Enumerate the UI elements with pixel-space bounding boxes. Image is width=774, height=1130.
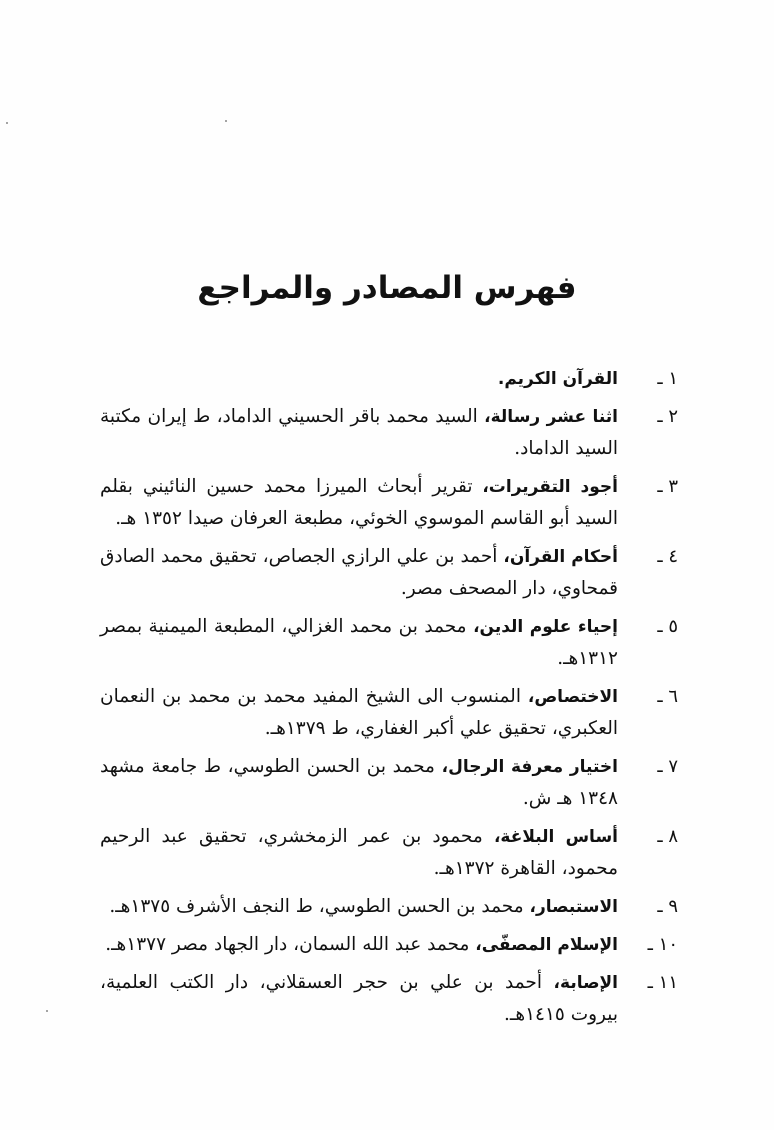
entry-number: ١١ ـ [647,972,678,993]
reference-entry [100,401,680,465]
entry-text [100,471,618,535]
scan-speck [6,122,8,124]
entry-details: محمد عبد الله السمان، دار الجهاد مصر ١٣٧٧هـ. [105,934,476,955]
references-list [100,363,680,1037]
entry-text [100,967,618,1031]
entry-details: محمد بن الحسن الطوسي، ط النجف الأشرف ١٣٧٥هـ. [109,896,530,917]
entry-details: محمود بن عمر الزمخشري، تحقيق عبد الرحيم محمود، القاهرة ١٣٧٢هـ. [100,826,618,879]
entry-details: المنسوب الى الشيخ المفيد محمد بن محمد بن النعمان العكبري، تحقيق علي أكبر الغفاري، ط ١٣٧٩هـ. [100,686,618,739]
entry-details: أحمد بن علي بن حجر العسقلاني، دار الكتب العلمية، بيروت ١٤١٥هـ. [100,972,618,1025]
entry-text [100,891,618,923]
entry-title: اثنا عشر رسالة، [484,407,618,427]
reference-entry [100,891,680,923]
entry-number: ٣ ـ [657,476,678,497]
entry-text [100,929,618,961]
entry-details: السيد محمد باقر الحسيني الداماد، ط إيران مكتبة السيد الداماد. [100,406,618,459]
entry-title: أحكام القرآن، [503,547,618,567]
entry-text [100,821,618,885]
reference-entry [100,541,680,605]
entry-text [100,681,618,745]
reference-entry [100,363,680,395]
reference-entry [100,821,680,885]
entry-text [100,541,618,605]
entry-title: اختيار معرفة الرجال، [441,757,618,777]
entry-text [100,751,618,815]
entry-number: ٩ ـ [657,896,678,917]
entry-text [100,611,618,675]
entry-number: ٥ ـ [657,616,678,637]
entry-number: ١ ـ [657,368,678,389]
entry-title: القرآن الكريم. [497,369,618,389]
entry-title: أساس البلاغة، [493,827,618,847]
page-title: فهرس المصادر والمراجع [197,270,577,306]
scan-speck [46,1010,48,1012]
entry-number: ٤ ـ [657,546,678,567]
entry-title: إحياء علوم الدين، [473,617,618,637]
entry-title: الاستبصار، [529,897,618,917]
entry-details: تقرير أبحاث الميرزا محمد حسين النائيني بقلم السيد أبو القاسم الموسوي الخوئي، مطبعة العرفان صيدا ١٣٥٢ هـ. [100,476,618,529]
entry-title: الاختصاص، [527,687,618,707]
entry-number: ١٠ ـ [647,934,678,955]
entry-title: الإصابة، [553,973,618,993]
entry-details: محمد بن الحسن الطوسي، ط جامعة مشهد ١٣٤٨ هـ ش. [100,756,618,809]
entry-number: ٨ ـ [657,826,678,847]
reference-entry [100,751,680,815]
reference-entry [100,611,680,675]
entry-text [100,401,618,465]
entry-details: محمد بن محمد الغزالي، المطبعة الميمنية بمصر ١٣١٢هـ. [100,616,618,669]
reference-entry [100,681,680,745]
entry-title: الإسلام المصفّى، [475,935,618,955]
entry-title: أجود التقريرات، [482,477,619,497]
entry-number: ٧ ـ [657,756,678,777]
entry-details: أحمد بن علي الرازي الجصاص، تحقيق محمد الصادق قمحاوي، دار المصحف مصر. [100,546,618,599]
reference-entry [100,929,680,961]
entry-number: ٦ ـ [657,686,678,707]
entry-text [100,363,618,395]
reference-entry [100,471,680,535]
entry-number: ٢ ـ [657,406,678,427]
reference-entry [100,967,680,1031]
scan-speck [225,120,227,122]
